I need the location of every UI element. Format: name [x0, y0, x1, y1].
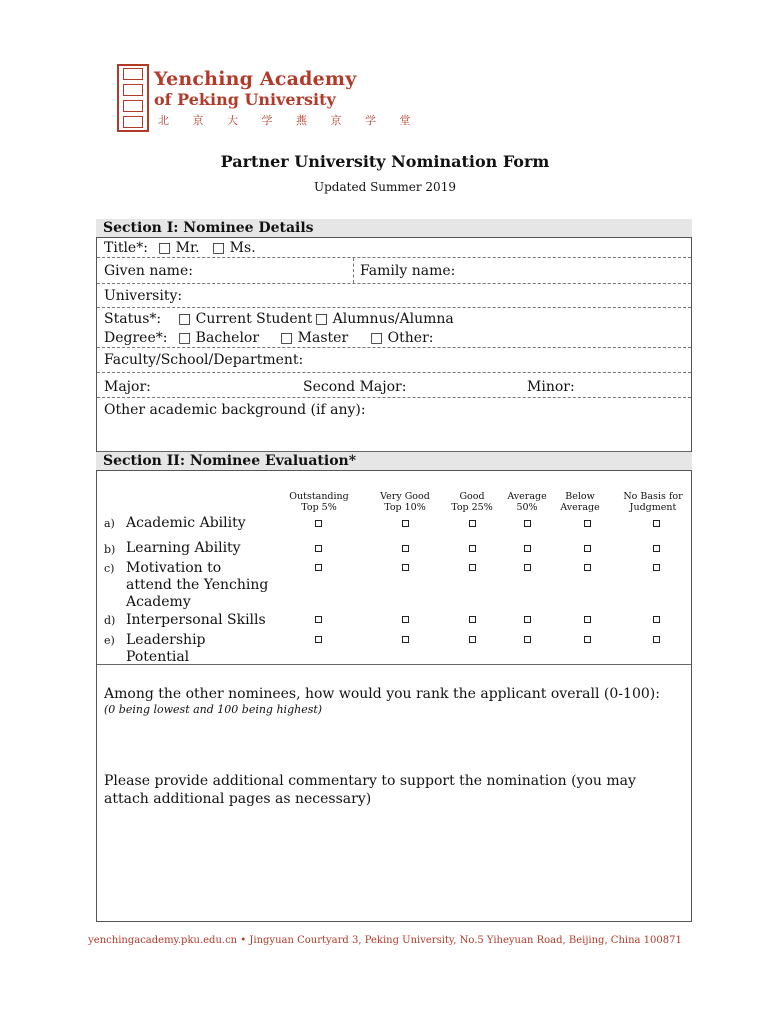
degree-option-master[interactable]: □ Master [280, 330, 349, 346]
commentary-prompt: Please provide additional commentary to support the nomination (you may attach additional pages as necessary) [104, 773, 636, 807]
other-background-field[interactable]: Other academic background (if any): [104, 402, 366, 418]
criterion-academic-ability: Academic Ability [126, 515, 246, 531]
section1-heading: Section I: Nominee Details [96, 219, 692, 238]
rating-checkbox-learning-col3[interactable] [469, 545, 476, 552]
rating-checkbox-learning-col5[interactable] [584, 545, 591, 552]
rating-checkbox-academic-col2[interactable] [402, 520, 409, 527]
column-header-no-basis: No Basis for Judgment [623, 491, 683, 513]
status-option-alumnus[interactable]: □ Alumnus/Alumna [315, 311, 454, 327]
ranking-question: Among the other nominees, how would you rank the applicant overall (0-100): [104, 686, 660, 702]
criterion-leadership-potential: Leadership Potential [126, 632, 206, 665]
footer-address: yenchingacademy.pku.edu.cn • Jingyuan Courtyard 3, Peking University, No.5 Yiheyuan Road, Beijing, China 100871 [88, 935, 682, 946]
logo-text-line2: of Peking University [154, 90, 336, 109]
form-title: Partner University Nomination Form [220, 152, 550, 171]
divider [97, 257, 691, 258]
rating-checkbox-motivation-col6[interactable] [653, 564, 660, 571]
section2-heading: Section II: Nominee Evaluation* [96, 452, 692, 471]
rating-checkbox-leadership-col1[interactable] [315, 636, 322, 643]
rating-checkbox-learning-col6[interactable] [653, 545, 660, 552]
academy-seal-logo [117, 64, 149, 132]
rating-checkbox-interpersonal-col4[interactable] [524, 616, 531, 623]
degree-option-other[interactable]: □ Other: [370, 330, 434, 346]
divider [97, 397, 691, 398]
rating-checkbox-interpersonal-col6[interactable] [653, 616, 660, 623]
rating-checkbox-leadership-col4[interactable] [524, 636, 531, 643]
minor-field[interactable]: Minor: [527, 379, 575, 395]
rating-checkbox-academic-col5[interactable] [584, 520, 591, 527]
column-header-below-average: Below Average [560, 491, 600, 513]
rating-checkbox-learning-col2[interactable] [402, 545, 409, 552]
divider [97, 307, 691, 308]
criterion-letter: b) [104, 543, 116, 556]
column-header-good: Good Top 25% [451, 491, 493, 513]
status-option-current-student[interactable]: □ Current Student [178, 311, 313, 327]
rating-checkbox-learning-col1[interactable] [315, 545, 322, 552]
logo-text-line1: Yenching Academy [154, 68, 357, 90]
divider-vertical [353, 258, 354, 283]
degree-label: Degree*: [104, 330, 168, 346]
criterion-interpersonal-skills: Interpersonal Skills [126, 612, 266, 628]
criterion-letter: a) [104, 517, 115, 530]
rating-checkbox-interpersonal-col3[interactable] [469, 616, 476, 623]
criterion-letter: e) [104, 634, 115, 647]
second-major-field[interactable]: Second Major: [303, 379, 407, 395]
divider [97, 664, 691, 665]
university-field[interactable]: University: [104, 288, 183, 304]
degree-option-bachelor[interactable]: □ Bachelor [178, 330, 260, 346]
divider [97, 347, 691, 348]
criterion-motivation: Motivation to attend the Yenching Academy [126, 560, 269, 610]
criterion-learning-ability: Learning Ability [126, 540, 241, 556]
major-field[interactable]: Major: [104, 379, 151, 395]
rating-checkbox-motivation-col1[interactable] [315, 564, 322, 571]
rating-checkbox-motivation-col2[interactable] [402, 564, 409, 571]
rating-checkbox-leadership-col6[interactable] [653, 636, 660, 643]
rating-checkbox-interpersonal-col2[interactable] [402, 616, 409, 623]
rating-checkbox-academic-col1[interactable] [315, 520, 322, 527]
rating-checkbox-interpersonal-col5[interactable] [584, 616, 591, 623]
rating-checkbox-interpersonal-col1[interactable] [315, 616, 322, 623]
rating-checkbox-leadership-col2[interactable] [402, 636, 409, 643]
form-subtitle: Updated Summer 2019 [314, 180, 456, 194]
faculty-field[interactable]: Faculty/School/Department: [104, 352, 304, 368]
logo-chinese-text: 北 京 大 学 燕 京 学 堂 [158, 114, 421, 127]
criterion-letter: d) [104, 614, 116, 627]
column-header-average: Average 50% [507, 491, 547, 513]
status-label: Status*: [104, 311, 162, 327]
rating-checkbox-leadership-col5[interactable] [584, 636, 591, 643]
rating-checkbox-motivation-col5[interactable] [584, 564, 591, 571]
column-header-very-good: Very Good Top 10% [380, 491, 430, 513]
criterion-letter: c) [104, 562, 115, 575]
title-option-ms[interactable]: □ Ms. [212, 240, 256, 256]
given-name-field[interactable]: Given name: [104, 263, 193, 279]
ranking-note: (0 being lowest and 100 being highest) [104, 703, 323, 716]
rating-checkbox-motivation-col3[interactable] [469, 564, 476, 571]
title-label: Title*: [104, 240, 148, 256]
rating-checkbox-academic-col4[interactable] [524, 520, 531, 527]
rating-checkbox-leadership-col3[interactable] [469, 636, 476, 643]
rating-checkbox-learning-col4[interactable] [524, 545, 531, 552]
column-header-outstanding: Outstanding Top 5% [289, 491, 349, 513]
title-option-mr[interactable]: □ Mr. [158, 240, 200, 256]
rating-checkbox-academic-col6[interactable] [653, 520, 660, 527]
family-name-field[interactable]: Family name: [360, 263, 456, 279]
rating-checkbox-academic-col3[interactable] [469, 520, 476, 527]
rating-checkbox-motivation-col4[interactable] [524, 564, 531, 571]
divider [97, 283, 691, 284]
divider [97, 372, 691, 373]
